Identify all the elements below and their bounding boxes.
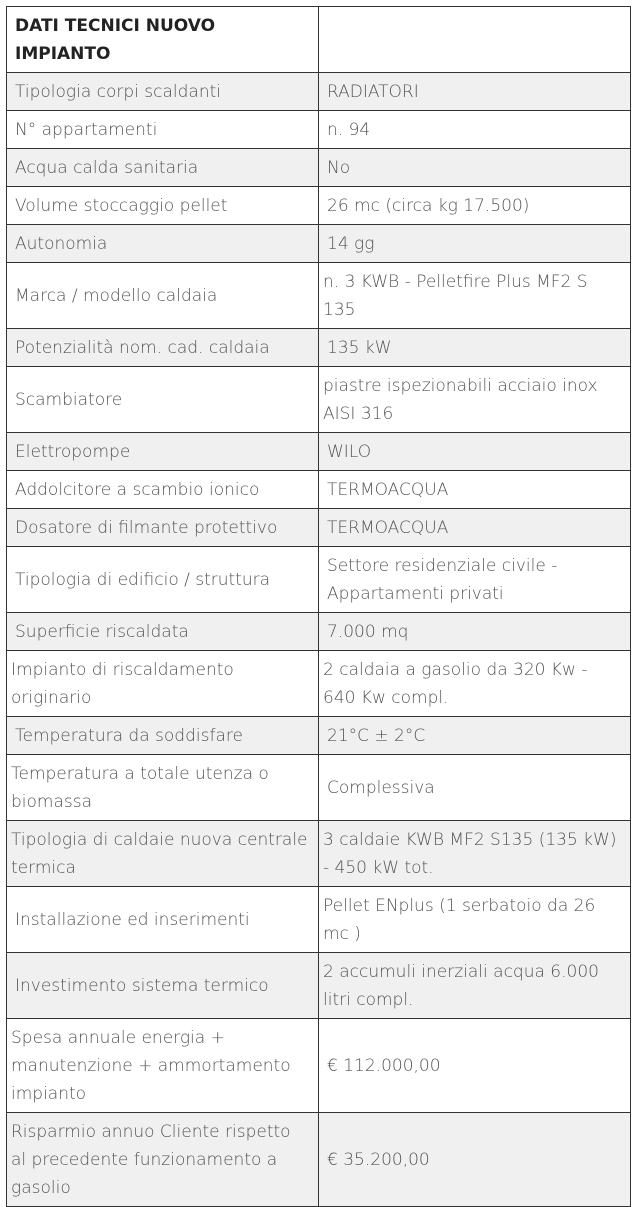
row-label: Marca / modello caldaia (7, 263, 319, 329)
row-value: No (319, 149, 631, 187)
row-label: Installazione ed inserimenti (7, 887, 319, 953)
row-value: 21°C ± 2°C (319, 717, 631, 755)
row-value: TERMOACQUA (319, 509, 631, 547)
row-value: 135 kW (319, 329, 631, 367)
row-label: Tipologia di caldaie nuova centrale termica (7, 821, 319, 887)
row-label: Potenzialità nom. cad. caldaia (7, 329, 319, 367)
table-row (7, 651, 631, 717)
row-value: piastre ispezionabili acciaio inox AISI 316 (319, 367, 631, 433)
row-label: Spesa annuale energia + manutenzione + ammortamento impianto (7, 1019, 319, 1113)
row-value: 7.000 mq (319, 613, 631, 651)
table-row (7, 1113, 631, 1207)
table-row (7, 263, 631, 329)
row-value: Complessiva (319, 755, 631, 821)
row-value: € 112.000,00 (319, 1019, 631, 1113)
table-row (7, 73, 631, 111)
row-label: N° appartamenti (7, 111, 319, 149)
row-label: Autonomia (7, 225, 319, 263)
table-row (7, 755, 631, 821)
table-row (7, 953, 631, 1019)
table-row (7, 187, 631, 225)
row-label: Temperatura a totale utenza o biomassa (7, 755, 319, 821)
row-value: TERMOACQUA (319, 471, 631, 509)
table-row (7, 887, 631, 953)
row-label: Elettropompe (7, 433, 319, 471)
row-value: n. 3 KWB - Pelletfire Plus MF2 S 135 (319, 263, 631, 329)
row-value: 2 accumuli inerziali acqua 6.000 litri compl. (319, 953, 631, 1019)
table-row (7, 821, 631, 887)
row-label: Investimento sistema termico (7, 953, 319, 1019)
row-label: Superficie riscaldata (7, 613, 319, 651)
row-value: 26 mc (circa kg 17.500) (319, 187, 631, 225)
table-row (7, 613, 631, 651)
row-value: € 35.200,00 (319, 1113, 631, 1207)
table-row (7, 1019, 631, 1113)
row-label: Addolcitore a scambio ionico (7, 471, 319, 509)
table-row (7, 225, 631, 263)
row-label: Tipologia corpi scaldanti (7, 73, 319, 111)
table-row (7, 717, 631, 755)
row-value: Settore residenziale civile - Appartamenti privati (319, 547, 631, 613)
table-row (7, 329, 631, 367)
row-value: 3 caldaie KWB MF2 S135 (135 kW) - 450 kW tot. (319, 821, 631, 887)
row-value: WILO (319, 433, 631, 471)
row-label: Volume stoccaggio pellet (7, 187, 319, 225)
row-label: Tipologia di edificio / struttura (7, 547, 319, 613)
row-label: Impianto di riscaldamento originario (7, 651, 319, 717)
row-value: 2 caldaia a gasolio da 320 Kw - 640 Kw compl. (319, 651, 631, 717)
table-row (7, 509, 631, 547)
table-row (7, 471, 631, 509)
row-value: Pellet ENplus (1 serbatoio da 26 mc ) (319, 887, 631, 953)
row-label: Acqua calda sanitaria (7, 149, 319, 187)
row-label: Temperatura da soddisfare (7, 717, 319, 755)
row-label: Dosatore di filmante protettivo (7, 509, 319, 547)
row-label: Scambiatore (7, 367, 319, 433)
table-row (7, 367, 631, 433)
table-row (7, 111, 631, 149)
table-title: DATI TECNICI NUOVO IMPIANTO (7, 7, 319, 73)
table-row (7, 547, 631, 613)
row-value: 14 gg (319, 225, 631, 263)
table-header-empty (319, 7, 631, 73)
table-row (7, 433, 631, 471)
technical-data-table (6, 6, 631, 1207)
table-header-row (7, 7, 631, 73)
row-value: RADIATORI (319, 73, 631, 111)
table-row (7, 149, 631, 187)
row-value: n. 94 (319, 111, 631, 149)
row-label: Risparmio annuo Cliente rispetto al precedente funzionamento a gasolio (7, 1113, 319, 1207)
